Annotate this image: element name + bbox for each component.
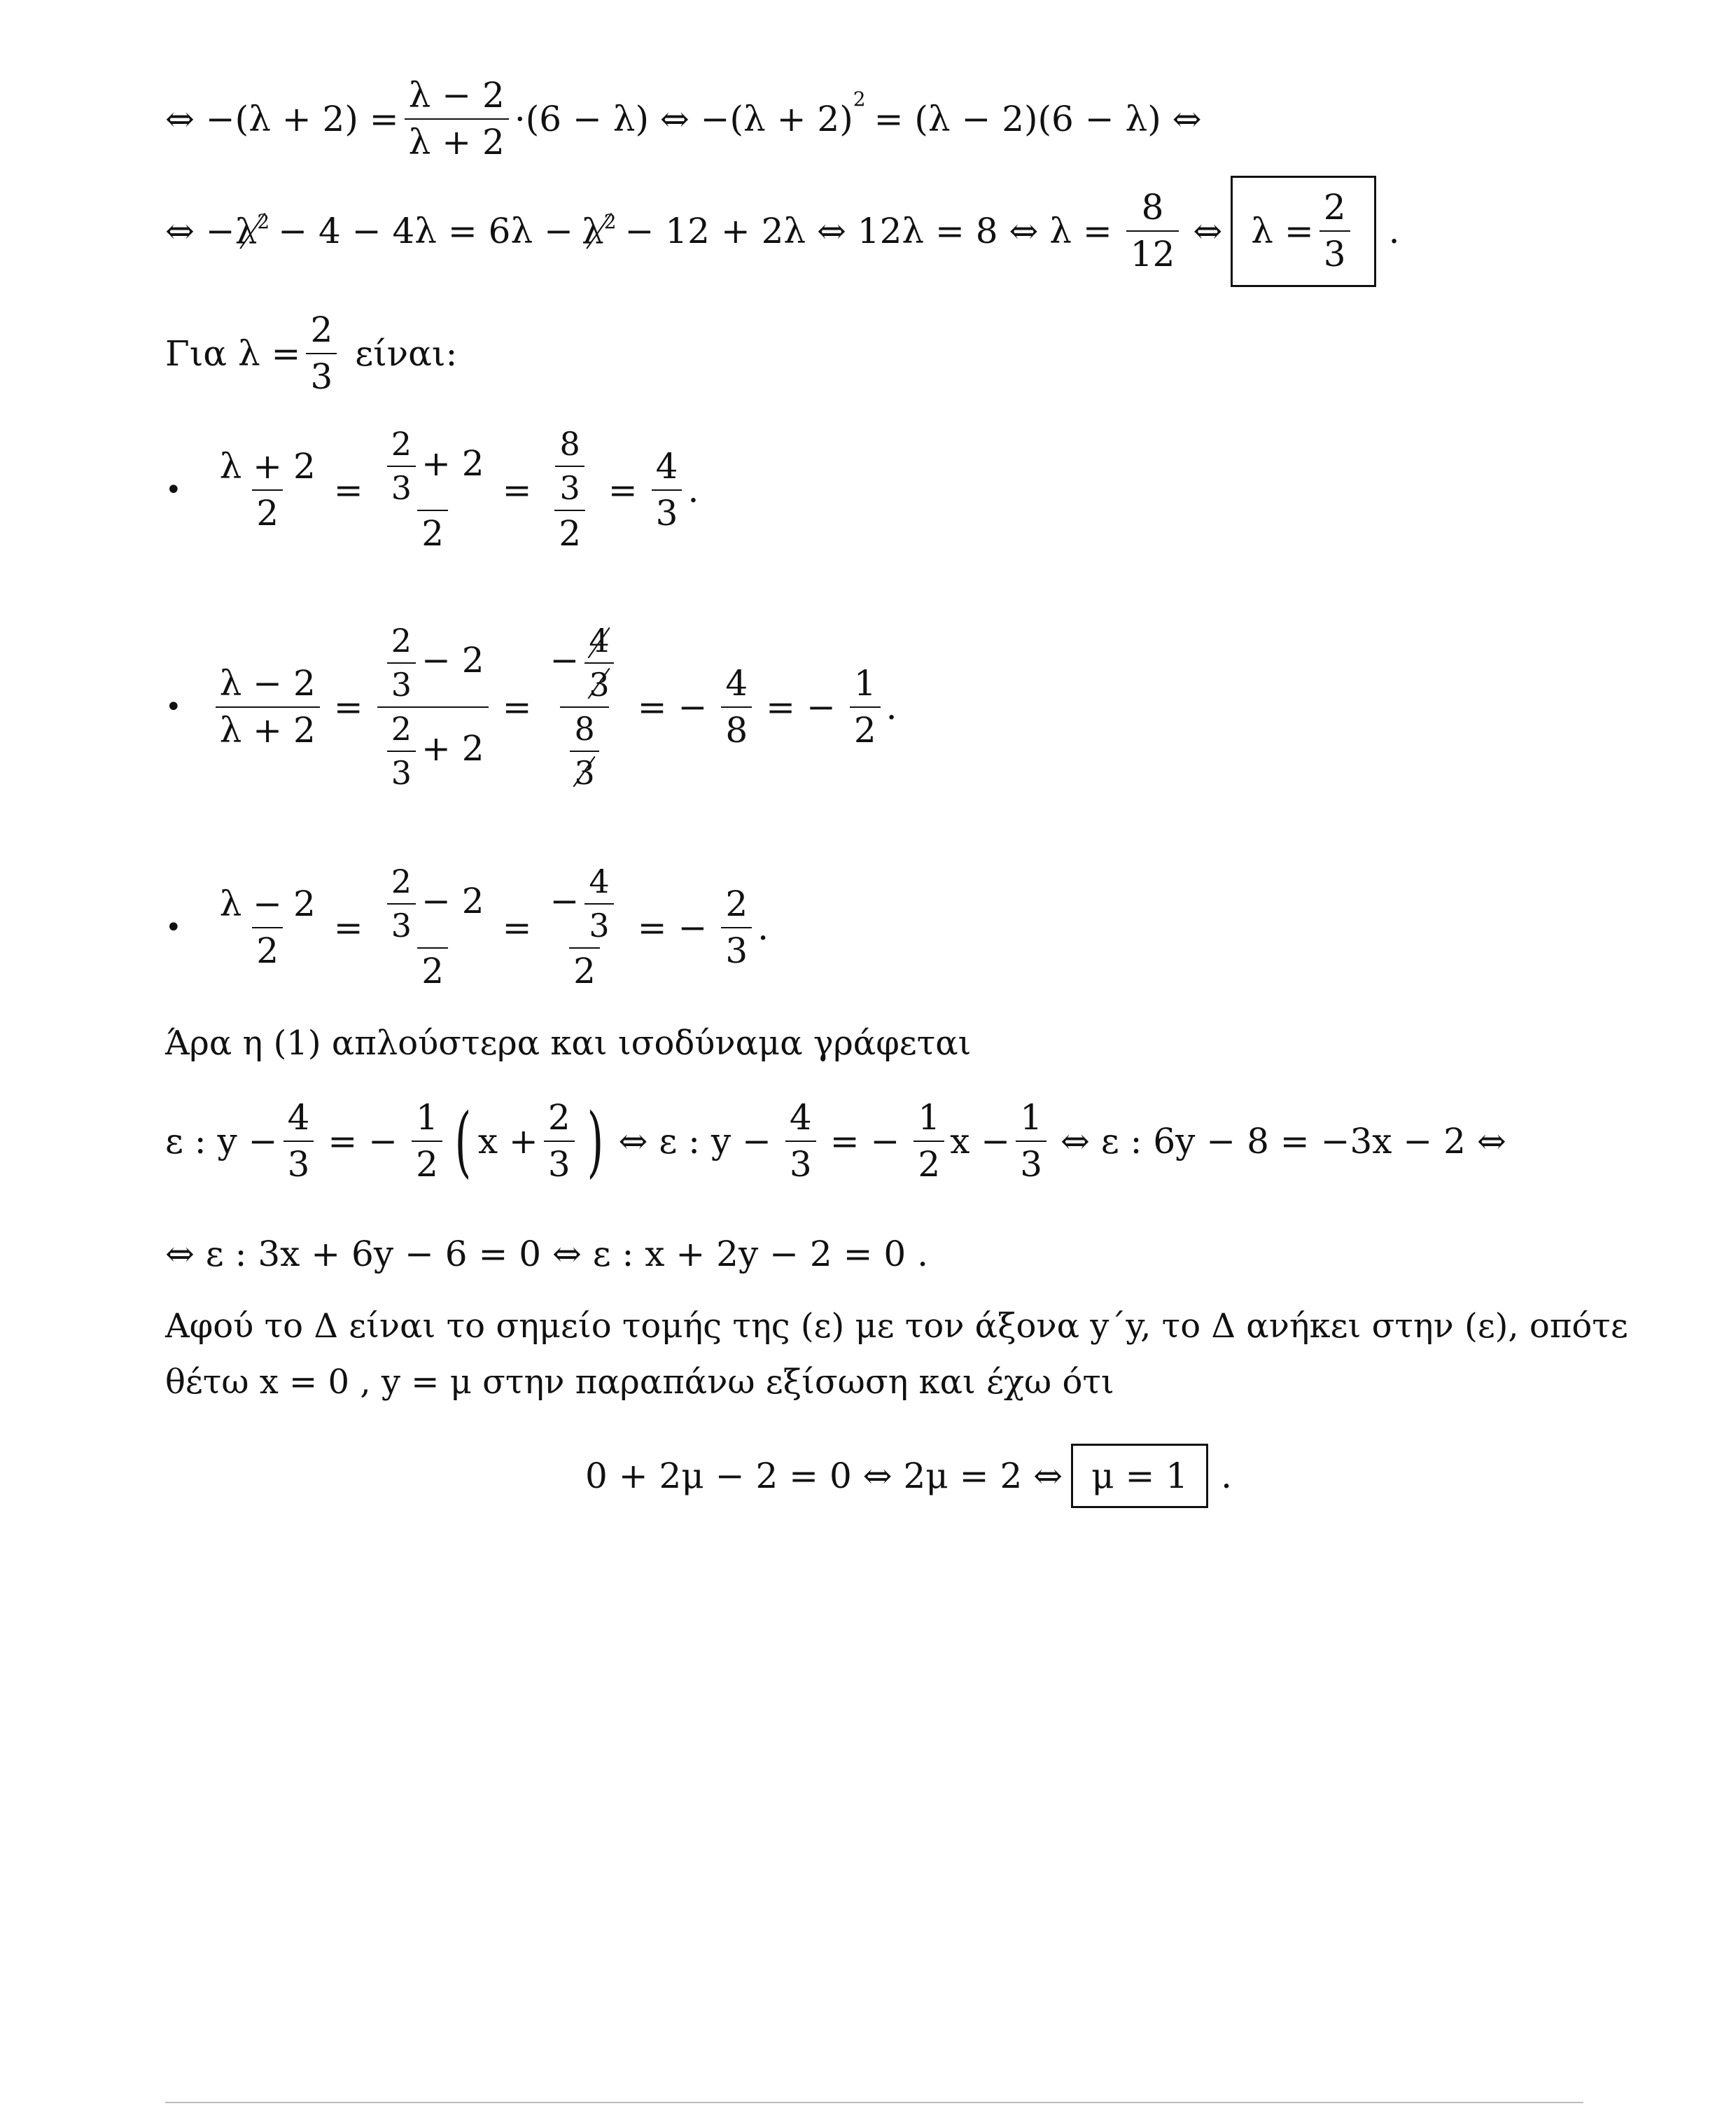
eq2-cancelled-lambda-1: $\lambda^2$ bbox=[234, 210, 270, 252]
ara-sentence: Άρα η (1) απλούστερα και ισοδύναμα γράφεται bbox=[165, 1024, 972, 1063]
eq1-part-b: ·(6 − λ) ⇔ −(λ + 2) bbox=[514, 99, 853, 139]
for-lambda-line: Για λ = $\frac{2}{3}$ είναι: bbox=[165, 309, 458, 397]
eq2-cancelled-lambda-2: $\lambda^2$ bbox=[581, 210, 617, 252]
eq2-dot: . bbox=[1388, 211, 1400, 251]
eq1-part-c: = (λ − 2)(6 − λ) ⇔ bbox=[874, 99, 1202, 139]
bullet-icon: • bbox=[165, 912, 182, 944]
for-lambda-fraction: $\frac{2}{3}$ bbox=[306, 310, 337, 398]
bullet-icon: • bbox=[165, 474, 182, 506]
eq2-fraction: $\frac{8}{12}$ bbox=[1126, 188, 1180, 275]
bullet-icon: • bbox=[165, 691, 182, 723]
paragraph-line-2: θέτω x = 0 , y = μ στην παραπάνω εξίσωση και έχω ότι bbox=[165, 1362, 1114, 1402]
eq2-part-a: ⇔ − bbox=[165, 211, 235, 251]
paragraph-line-1: Αφού το Δ είναι το σημείο τομής της (ε) με τον άξονα y΄y, το Δ ανήκει στην (ε), οπότε bbox=[165, 1306, 1628, 1346]
eq2-arrow: ⇔ bbox=[1193, 211, 1223, 251]
eq1-exp: 2 bbox=[853, 88, 866, 111]
bullet-item-2: • $\frac{\lambda - 2}{\lambda + 2}$ = $\frac{2}{3}$ − 2 $\frac{2}{3}$ + 2 = − $\frac{4}{3}$ $\frac{8}{3}$ = − $\frac{4}{8}$ = − $\frac{1}{2}$ . bbox=[165, 622, 897, 792]
epsilon-equation-1: ε : y − $\frac{4}{3}$ = − $\frac{1}{2}$ ( x + $\frac{2}{3}$ ) ⇔ ε : y − $\frac{4}{3}$ = − $\frac{1}{2}$ x − $\frac{1}{3}$ ⇔ ε : 6y − 8 = −3x − 2 ⇔ bbox=[165, 1096, 1506, 1186]
result-box-mu: μ = 1 bbox=[1071, 1444, 1208, 1508]
result-box-lambda: λ = $\frac{2}{3}$ bbox=[1231, 176, 1376, 287]
equation-line-2 bbox=[165, 179, 1400, 284]
eq1-frac-den: λ + 2 bbox=[405, 118, 509, 163]
bullet-item-1: • $\frac{\lambda + 2}{2}$ = $\frac{2}{3}$ + 2 2 = $\frac{\frac{8}{3}}{2}$ = $\frac{4}{3}$ . bbox=[165, 425, 699, 555]
bullet-item-3: • $\frac{\lambda - 2}{2}$ = $\frac{2}{3}$ − 2 2 = − $\frac{4}{3}$ 2 = − $\frac{2}{3}$ . bbox=[165, 863, 769, 992]
eq1-fraction bbox=[405, 76, 509, 163]
eq2-part-b: − 4 − 4λ = 6λ − bbox=[278, 211, 573, 251]
eq1-part-a: ⇔ −(λ + 2) = bbox=[165, 99, 399, 139]
final-equation: 0 + 2μ − 2 = 0 ⇔ 2μ = 2 ⇔ μ = 1 . bbox=[585, 1441, 1232, 1511]
eq2-part-c: − 12 + 2λ ⇔ 12λ = 8 ⇔ λ = bbox=[624, 211, 1112, 251]
footer-rule bbox=[165, 2102, 1583, 2103]
epsilon-equation-2: ⇔ ε : 3x + 6y − 6 = 0 ⇔ ε : x + 2y − 2 = 0 . bbox=[165, 1234, 928, 1274]
eq1-frac-num: λ − 2 bbox=[408, 74, 505, 116]
equation-line-1 bbox=[165, 74, 1210, 165]
